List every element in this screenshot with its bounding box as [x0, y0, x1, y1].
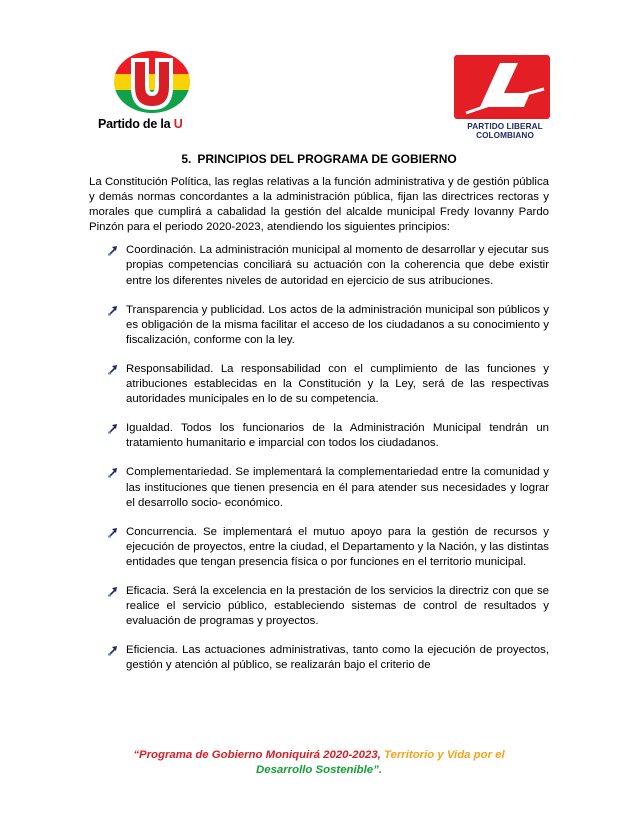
- footer-slogan-start: Territorio y Vida por el: [384, 749, 505, 761]
- footer-program-title: “Programa de Gobierno Moniquirá 2020-2023: [133, 749, 378, 761]
- document-body: [89, 175, 549, 687]
- arrow-bullet-icon: [107, 305, 118, 316]
- list-item: Concurrencia. Se implementará el mutuo apoyo para la gestión de recursos y ejecución de proyectos, entre la ciudad, el Departamento y la Nación, y las distintas entidades que tengan presencia física o por funciones en el territorio municipal.: [89, 525, 549, 570]
- arrow-bullet-icon: [107, 467, 118, 478]
- partido-liberal-wordmark: PARTIDO LIBERAL COLOMBIANO: [467, 122, 543, 140]
- arrow-bullet-icon: [107, 423, 118, 434]
- list-item: Coordinación. La administración municipal al momento de desarrollar y ejecutar sus propias competencias conciliará su actuación con la coherencia que debe existir entre los diferentes niveles de autoridad en ejercicio de sus atribuciones.: [89, 243, 549, 288]
- list-item: Eficiencia. Las actuaciones administrativas, tanto como la ejecución de proyectos, gestión y atención al público, se realizarán bajo el criterio de: [89, 643, 549, 673]
- section-heading: [0, 152, 638, 166]
- section-number: 5.: [181, 152, 192, 166]
- section-title: PRINCIPIOS DEL PROGRAMA DE GOBIERNO: [197, 152, 457, 166]
- arrow-bullet-icon: [107, 586, 118, 597]
- footer-slogan-end: Desarrollo Sostenible”.: [256, 763, 382, 776]
- intro-paragraph: La Constitución Política, las reglas relativas a la función administrativa y de gestión pública y demás normas concordantes a la administración pública, fijan las directrices rectoras y morales que cumplirá a cabalidad la gestión del alcalde municipal Fredy Iovanny Pardo Pinzón para el periodo 2020-2023, atendiendo los siguientes principios:: [89, 176, 549, 234]
- partido-de-la-u-wordmark: Partido de la U: [98, 117, 183, 131]
- list-item: Complementariedad. Se implementará la complementariedad entre la comunidad y las instituciones que tienen presencia en él para atender sus necesidades y lograr el desarrollo socio- económico.: [89, 465, 549, 510]
- page-footer: “Programa de Gobierno Moniquirá 2020-2023, Territorio y Vida por el Desarrollo Sostenible”.: [133, 749, 505, 776]
- list-item: Transparencia y publicidad. Los actos de la administración municipal son públicos y es obligación de la misma facilitar el acceso de los ciudadanos a su conocimiento y fiscalización, conforme con la ley.: [89, 303, 549, 348]
- arrow-bullet-icon: [107, 364, 118, 375]
- list-item: Responsabilidad. La responsabilidad con el cumplimiento de las funciones y atribuciones establecidas en la Constitución y la Ley, será de las respectivas autoridades municipales en lo de su competencia.: [89, 362, 549, 407]
- arrow-bullet-icon: [107, 245, 118, 256]
- list-item: Igualdad. Todos los funcionarios de la Administración Municipal tendrán un tratamiento humanitario e imparcial con todos los ciudadanos.: [89, 421, 549, 451]
- arrow-bullet-icon: [107, 527, 118, 538]
- list-item: Eficacia. Será la excelencia en la prestación de los servicios la directriz con que se realice el servicio público, estableciendo sistemas de control de resultados y evaluación de programas y proyectos.: [89, 584, 549, 629]
- principles-list: [89, 243, 549, 673]
- arrow-bullet-icon: [107, 645, 118, 656]
